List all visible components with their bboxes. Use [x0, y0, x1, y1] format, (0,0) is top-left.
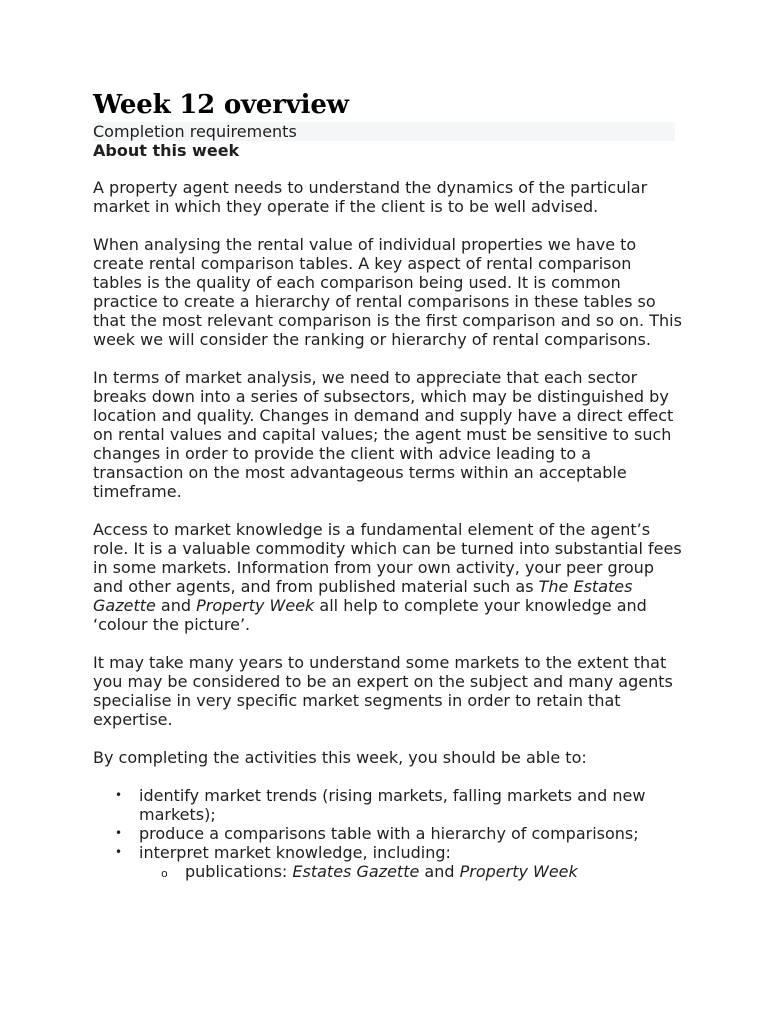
paragraph-text: Access to market knowledge is a fundamental element of the agent’s role. It is a valuable commodity which can be turned into substantial fees in some markets. Information from your own activity, your peer group and other agents, and from published material such as: [93, 520, 682, 596]
list-item: [93, 824, 683, 843]
publication-title: Estates Gazette: [292, 862, 420, 881]
list-item-text: produce a comparisons table with a hierarchy of comparisons;: [139, 824, 639, 843]
bullet-icon: •: [115, 788, 123, 802]
sub-list-item-text: and: [419, 862, 460, 881]
paragraph-market-knowledge: [93, 520, 683, 634]
bullet-icon: •: [115, 826, 123, 840]
list-item: [93, 786, 683, 824]
learning-outcomes-list: [93, 786, 683, 881]
publication-title: The Estates Gazette: [93, 577, 633, 615]
bullet-icon: •: [115, 845, 123, 859]
publication-title: Property Week: [196, 596, 315, 615]
paragraph-market-analysis: In terms of market analysis, we need to appreciate that each sector breaks down into a series of subsectors, which may be distinguished by location and quality. Changes in demand and supply have a direct effect on rental values and capital values; the agent must be sensitive to such changes in order to provide the client with advice leading to a transaction on the most advantageous terms within an acceptable timeframe.: [93, 368, 674, 501]
completion-requirements[interactable]: Completion requirements: [93, 122, 675, 141]
paragraph-outcomes-intro: By completing the activities this week, you should be able to:: [93, 748, 587, 767]
list-item-text: identify market trends (rising markets, falling markets and new markets);: [139, 786, 646, 824]
sub-list-item-text: publications:: [185, 862, 293, 881]
paragraph-text: all help to complete your knowledge and ‘colour the picture’.: [93, 596, 647, 634]
circle-bullet-icon: o: [161, 867, 168, 880]
paragraph-text: and: [155, 596, 197, 615]
list-item-text: interpret market knowledge, including:: [139, 843, 451, 862]
document-page: [93, 88, 683, 881]
paragraph-intro: A property agent needs to understand the dynamics of the particular market in which they operate if the client is to be well advised.: [93, 178, 648, 216]
list-item: [93, 843, 683, 881]
sub-list: [139, 862, 683, 881]
publication-title: Property Week: [459, 862, 578, 881]
sub-list-item: [139, 862, 683, 881]
paragraph-expertise: It may take many years to understand some markets to the extent that you may be considered to be an expert on the subject and many agents specialise in very specific market segments in order to retain that expertise.: [93, 653, 673, 729]
about-heading: About this week: [93, 141, 240, 160]
paragraph-rental-comparisons: When analysing the rental value of individual properties we have to create rental comparison tables. A key aspect of rental comparison tables is the quality of each comparison being used. It is common practice to create a hierarchy of rental comparisons in these tables so that the most relevant comparison is the first comparison and so on. This week we will consider the ranking or hierarchy of rental comparisons.: [93, 235, 682, 349]
page-title: Week 12 overview: [93, 90, 349, 120]
